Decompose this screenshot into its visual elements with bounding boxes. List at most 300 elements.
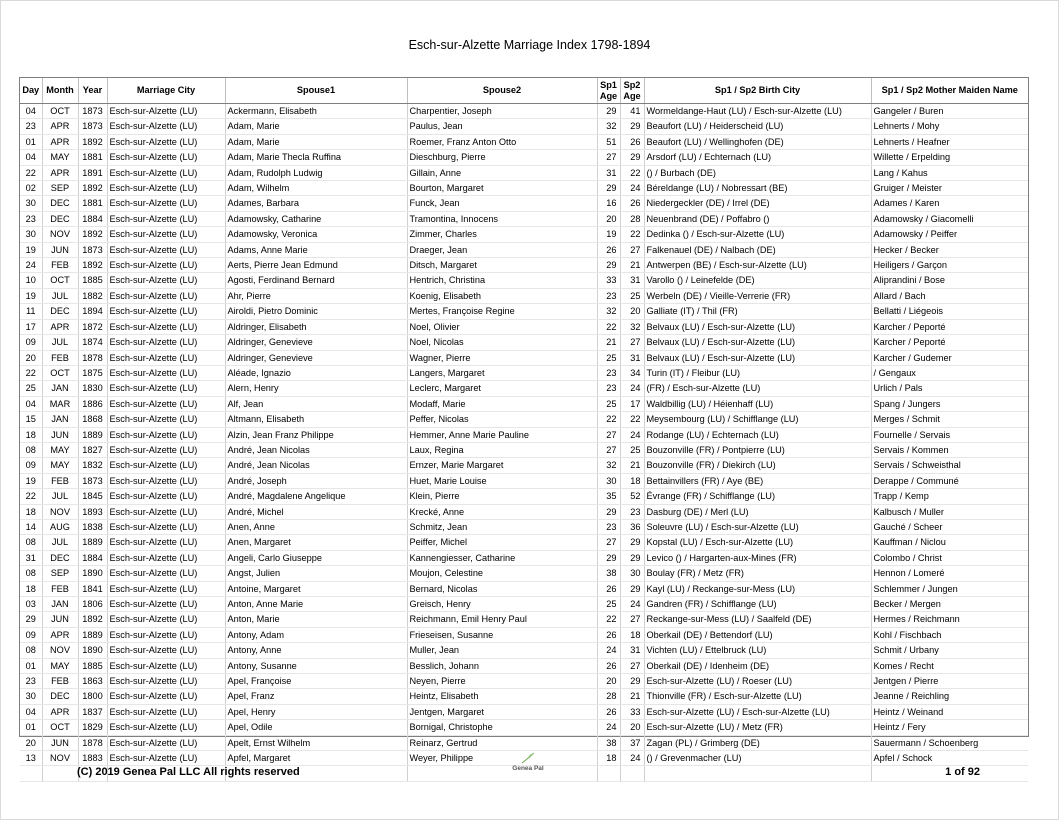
cell-birth-city: Gandren (FR) / Schifflange (LU)	[644, 597, 871, 612]
cell-sp1-age: 23	[597, 381, 620, 396]
cell-spouse1: Aldringer, Genevieve	[225, 350, 407, 365]
cell-month: APR	[42, 319, 78, 334]
cell-spouse1: Anton, Anne Marie	[225, 597, 407, 612]
cell-sp2-age: 29	[620, 535, 644, 550]
cell-spouse1: Adam, Rudolph Ludwig	[225, 165, 407, 180]
cell-day: 20	[20, 350, 42, 365]
cell-marriage-city: Esch-sur-Alzette (LU)	[107, 612, 225, 627]
cell-month: JUL	[42, 489, 78, 504]
cell-sp2-age: 22	[620, 412, 644, 427]
table-row	[20, 489, 1028, 504]
cell-birth-city: Arsdorf (LU) / Echternach (LU)	[644, 150, 871, 165]
table-row	[20, 535, 1028, 550]
cell-spouse1: Antony, Adam	[225, 627, 407, 642]
cell-year: 1890	[78, 643, 107, 658]
cell-sp1-age: 32	[597, 304, 620, 319]
cell-spouse1: Adamowsky, Veronica	[225, 227, 407, 242]
genea-pal-logo	[508, 752, 548, 772]
cell-day: 01	[20, 658, 42, 673]
col-header-spouse1: Spouse1	[225, 78, 407, 104]
cell-spouse2: Tramontina, Innocens	[407, 211, 597, 226]
cell-mother-maiden-name: Fournelle / Servais	[871, 427, 1028, 442]
cell-month: JUL	[42, 535, 78, 550]
cell-spouse2: Klein, Pierre	[407, 489, 597, 504]
cell-birth-city: Belvaux (LU) / Esch-sur-Alzette (LU)	[644, 335, 871, 350]
cell-spouse1: Adam, Wilhelm	[225, 181, 407, 196]
cell-marriage-city: Esch-sur-Alzette (LU)	[107, 720, 225, 735]
cell-mother-maiden-name: Bellatti / Liégeois	[871, 304, 1028, 319]
page-number: 1 of 92	[945, 766, 980, 778]
cell-sp1-age: 29	[597, 550, 620, 565]
cell-day: 22	[20, 165, 42, 180]
cell-birth-city: Reckange-sur-Mess (LU) / Saalfeld (DE)	[644, 612, 871, 627]
table-row	[20, 181, 1028, 196]
cell-marriage-city: Esch-sur-Alzette (LU)	[107, 458, 225, 473]
cell-month: MAY	[42, 458, 78, 473]
cell-mother-maiden-name: Lang / Kahus	[871, 165, 1028, 180]
cell-day: 30	[20, 227, 42, 242]
cell-mother-maiden-name: Urlich / Pals	[871, 381, 1028, 396]
cell-day: 25	[20, 381, 42, 396]
cell-sp2-age: 20	[620, 720, 644, 735]
cell-year: 1889	[78, 627, 107, 642]
cell-mother-maiden-name: Lehnerts / Mohy	[871, 119, 1028, 134]
cell-sp1-age: 30	[597, 473, 620, 488]
cell-month: AUG	[42, 519, 78, 534]
cell-spouse2: Besslich, Johann	[407, 658, 597, 673]
cell-day: 04	[20, 150, 42, 165]
cell-marriage-city: Esch-sur-Alzette (LU)	[107, 319, 225, 334]
cell-year: 1873	[78, 119, 107, 134]
cell-sp2-age: 23	[620, 504, 644, 519]
cell-marriage-city: Esch-sur-Alzette (LU)	[107, 473, 225, 488]
cell-year: 1883	[78, 751, 107, 766]
cell-sp1-age: 26	[597, 581, 620, 596]
cell-month: JAN	[42, 412, 78, 427]
cell-spouse1: Airoldi, Pietro Dominic	[225, 304, 407, 319]
cell-month: MAY	[42, 150, 78, 165]
cell-spouse2: Ernzer, Marie Margaret	[407, 458, 597, 473]
cell-sp1-age: 26	[597, 658, 620, 673]
cell-sp2-age: 27	[620, 658, 644, 673]
cell-spouse2: Reichmann, Emil Henry Paul	[407, 612, 597, 627]
cell-year: 1841	[78, 581, 107, 596]
table-row	[20, 288, 1028, 303]
cell-day: 18	[20, 581, 42, 596]
cell-year: 1875	[78, 365, 107, 380]
cell-birth-city: Kopstal (LU) / Esch-sur-Alzette (LU)	[644, 535, 871, 550]
cell-sp1-age: 22	[597, 319, 620, 334]
cell-day: 30	[20, 689, 42, 704]
cell-sp1-age: 51	[597, 134, 620, 149]
cell-sp1-age: 21	[597, 335, 620, 350]
cell-birth-city: () / Grevenmacher (LU)	[644, 751, 871, 766]
cell-spouse2: Greisch, Henry	[407, 597, 597, 612]
cell-mother-maiden-name: Adamowsky / Giacomelli	[871, 211, 1028, 226]
cell-marriage-city: Esch-sur-Alzette (LU)	[107, 350, 225, 365]
cell-marriage-city: Esch-sur-Alzette (LU)	[107, 258, 225, 273]
cell-year: 1832	[78, 458, 107, 473]
cell-month: DEC	[42, 550, 78, 565]
cell-spouse2: Langers, Margaret	[407, 365, 597, 380]
cell-marriage-city: Esch-sur-Alzette (LU)	[107, 535, 225, 550]
cell-sp1-age: 20	[597, 674, 620, 689]
cell-sp2-age: 21	[620, 689, 644, 704]
cell-spouse2: Weyer, Philippe	[407, 751, 597, 766]
cell-month: APR	[42, 119, 78, 134]
cell-mother-maiden-name: Hermes / Reichmann	[871, 612, 1028, 627]
table-row	[20, 612, 1028, 627]
cell-spouse2: Wagner, Pierre	[407, 350, 597, 365]
cell-mother-maiden-name: Komes / Recht	[871, 658, 1028, 673]
cell-mother-maiden-name: Servais / Schweisthal	[871, 458, 1028, 473]
cell-day: 19	[20, 473, 42, 488]
cell-marriage-city: Esch-sur-Alzette (LU)	[107, 396, 225, 411]
cell-day: 30	[20, 196, 42, 211]
cell-day: 29	[20, 612, 42, 627]
cell-year: 1889	[78, 535, 107, 550]
cell-month: JUN	[42, 735, 78, 750]
cell-birth-city: Thionville (FR) / Esch-sur-Alzette (LU)	[644, 689, 871, 704]
table-header-row	[20, 78, 1028, 104]
cell-birth-city: Niedergeckler (DE) / Irrel (DE)	[644, 196, 871, 211]
cell-sp2-age: 22	[620, 165, 644, 180]
cell-birth-city: Dedinka () / Esch-sur-Alzette (LU)	[644, 227, 871, 242]
cell-sp1-age: 23	[597, 365, 620, 380]
cell-sp1-age: 18	[597, 751, 620, 766]
cell-sp2-age: 34	[620, 365, 644, 380]
cell-day: 04	[20, 396, 42, 411]
cell-mother-maiden-name: Heintz / Weinand	[871, 704, 1028, 719]
cell-marriage-city: Esch-sur-Alzette (LU)	[107, 412, 225, 427]
cell-mother-maiden-name: Heiligers / Garçon	[871, 258, 1028, 273]
cell-spouse1: Anen, Margaret	[225, 535, 407, 550]
cell-sp2-age: 52	[620, 489, 644, 504]
cell-sp1-age: 38	[597, 735, 620, 750]
cell-birth-city: Rodange (LU) / Echternach (LU)	[644, 427, 871, 442]
page-title: Esch-sur-Alzette Marriage Index 1798-1894	[408, 38, 651, 52]
cell-birth-city: Béreldange (LU) / Nobressart (BE)	[644, 181, 871, 196]
cell-sp1-age: 33	[597, 273, 620, 288]
cell-sp1-age: 31	[597, 165, 620, 180]
cell-day: 24	[20, 258, 42, 273]
table-row	[20, 412, 1028, 427]
cell-month: SEP	[42, 566, 78, 581]
cell-spouse2: Draeger, Jean	[407, 242, 597, 257]
cell-mother-maiden-name: Merges / Schmit	[871, 412, 1028, 427]
cell-marriage-city: Esch-sur-Alzette (LU)	[107, 427, 225, 442]
cell-birth-city: Bouzonville (FR) / Diekirch (LU)	[644, 458, 871, 473]
table-row	[20, 442, 1028, 457]
table-row	[20, 196, 1028, 211]
cell-day: 02	[20, 181, 42, 196]
cell-spouse2: Kannengiesser, Catharine	[407, 550, 597, 565]
cell-month: JUL	[42, 335, 78, 350]
cell-day: 09	[20, 458, 42, 473]
cell-birth-city: Waldbillig (LU) / Héienhaff (LU)	[644, 396, 871, 411]
cell-sp1-age: 27	[597, 427, 620, 442]
table-row	[20, 365, 1028, 380]
cell-birth-city: Évrange (FR) / Schifflange (LU)	[644, 489, 871, 504]
cell-mother-maiden-name: Kalbusch / Muller	[871, 504, 1028, 519]
cell-sp2-age: 27	[620, 242, 644, 257]
cell-spouse1: Ackermann, Elisabeth	[225, 104, 407, 119]
cell-birth-city: Beaufort (LU) / Heiderscheid (LU)	[644, 119, 871, 134]
table-row	[20, 350, 1028, 365]
cell-sp2-age: 27	[620, 612, 644, 627]
cell-mother-maiden-name: Kauffman / Niclou	[871, 535, 1028, 550]
cell-spouse1: Antony, Anne	[225, 643, 407, 658]
cell-month: FEB	[42, 258, 78, 273]
cell-marriage-city: Esch-sur-Alzette (LU)	[107, 674, 225, 689]
cell-month: FEB	[42, 473, 78, 488]
cell-year: 1827	[78, 442, 107, 457]
cell-year: 1893	[78, 504, 107, 519]
cell-spouse1: André, Joseph	[225, 473, 407, 488]
table-row	[20, 165, 1028, 180]
cell-sp1-age: 25	[597, 597, 620, 612]
cell-month: NOV	[42, 227, 78, 242]
table-row	[20, 643, 1028, 658]
cell-sp1-age: 16	[597, 196, 620, 211]
cell-year: 1881	[78, 150, 107, 165]
table-row	[20, 150, 1028, 165]
cell-marriage-city: Esch-sur-Alzette (LU)	[107, 150, 225, 165]
cell-day: 18	[20, 427, 42, 442]
cell-day: 10	[20, 273, 42, 288]
cell-sp2-age: 31	[620, 273, 644, 288]
cell-sp2-age: 36	[620, 519, 644, 534]
cell-birth-city: Bouzonville (FR) / Pontpierre (LU)	[644, 442, 871, 457]
cell-spouse1: Antony, Susanne	[225, 658, 407, 673]
table-row	[20, 627, 1028, 642]
cell-spouse2: Mertes, Françoise Regine	[407, 304, 597, 319]
col-header-month: Month	[42, 78, 78, 104]
cell-marriage-city: Esch-sur-Alzette (LU)	[107, 365, 225, 380]
cell-spouse2: Leclerc, Margaret	[407, 381, 597, 396]
cell-year: 1892	[78, 134, 107, 149]
cell-month: OCT	[42, 273, 78, 288]
cell-day: 22	[20, 365, 42, 380]
cell-birth-city: Antwerpen (BE) / Esch-sur-Alzette (LU)	[644, 258, 871, 273]
cell-mother-maiden-name: Spang / Jungers	[871, 396, 1028, 411]
cell-birth-city: Levico () / Hargarten-aux-Mines (FR)	[644, 550, 871, 565]
cell-sp2-age: 29	[620, 581, 644, 596]
cell-month: MAR	[42, 396, 78, 411]
cell-spouse1: Anton, Marie	[225, 612, 407, 627]
cell-spouse2: Peffer, Nicolas	[407, 412, 597, 427]
cell-spouse2: Muller, Jean	[407, 643, 597, 658]
cell-spouse2: Noel, Nicolas	[407, 335, 597, 350]
table-row	[20, 566, 1028, 581]
table-row	[20, 689, 1028, 704]
cell-day: 19	[20, 288, 42, 303]
cell-day: 04	[20, 104, 42, 119]
cell-marriage-city: Esch-sur-Alzette (LU)	[107, 442, 225, 457]
cell-day: 23	[20, 119, 42, 134]
cell-month: DEC	[42, 196, 78, 211]
cell-spouse1: Aerts, Pierre Jean Edmund	[225, 258, 407, 273]
cell-month: OCT	[42, 365, 78, 380]
cell-birth-city: Meysembourg (LU) / Schifflange (LU)	[644, 412, 871, 427]
cell-spouse2: Gillain, Anne	[407, 165, 597, 180]
cell-mother-maiden-name: Gruiger / Meister	[871, 181, 1028, 196]
cell-spouse1: Adam, Marie	[225, 134, 407, 149]
cell-year: 1884	[78, 550, 107, 565]
cell-month: MAY	[42, 442, 78, 457]
cell-sp1-age: 29	[597, 258, 620, 273]
cell-sp2-age: 29	[620, 150, 644, 165]
logo-text: Genea Pal	[512, 765, 544, 772]
cell-sp1-age: 25	[597, 396, 620, 411]
cell-year: 1885	[78, 273, 107, 288]
cell-marriage-city: Esch-sur-Alzette (LU)	[107, 134, 225, 149]
cell-year: 1873	[78, 473, 107, 488]
cell-empty	[644, 766, 871, 781]
table-row	[20, 304, 1028, 319]
cell-spouse1: Antoine, Margaret	[225, 581, 407, 596]
cell-marriage-city: Esch-sur-Alzette (LU)	[107, 704, 225, 719]
cell-mother-maiden-name: Becker / Mergen	[871, 597, 1028, 612]
cell-empty	[597, 766, 620, 781]
cell-mother-maiden-name: Schlemmer / Jungen	[871, 581, 1028, 596]
cell-spouse2: Bourton, Margaret	[407, 181, 597, 196]
cell-year: 1894	[78, 304, 107, 319]
cell-marriage-city: Esch-sur-Alzette (LU)	[107, 597, 225, 612]
cell-day: 17	[20, 319, 42, 334]
cell-sp1-age: 28	[597, 689, 620, 704]
col-header-sp1-age: Sp1 Age	[597, 78, 620, 104]
cell-year: 1806	[78, 597, 107, 612]
table-row	[20, 519, 1028, 534]
cell-spouse2: Modaff, Marie	[407, 396, 597, 411]
cell-marriage-city: Esch-sur-Alzette (LU)	[107, 227, 225, 242]
cell-spouse1: Adams, Anne Marie	[225, 242, 407, 257]
cell-marriage-city: Esch-sur-Alzette (LU)	[107, 104, 225, 119]
cell-sp1-age: 19	[597, 227, 620, 242]
cell-day: 04	[20, 704, 42, 719]
cell-spouse1: Ahr, Pierre	[225, 288, 407, 303]
cell-month: JUN	[42, 242, 78, 257]
cell-month: APR	[42, 134, 78, 149]
cell-marriage-city: Esch-sur-Alzette (LU)	[107, 489, 225, 504]
cell-marriage-city: Esch-sur-Alzette (LU)	[107, 689, 225, 704]
cell-month: OCT	[42, 104, 78, 119]
cell-sp2-age: 17	[620, 396, 644, 411]
cell-sp2-age: 26	[620, 196, 644, 211]
cell-mother-maiden-name: Adamowsky / Peiffer	[871, 227, 1028, 242]
cell-year: 1838	[78, 519, 107, 534]
cell-sp2-age: 25	[620, 442, 644, 457]
cell-sp1-age: 24	[597, 643, 620, 658]
cell-spouse2: Neyen, Pierre	[407, 674, 597, 689]
cell-spouse1: Alzin, Jean Franz Philippe	[225, 427, 407, 442]
cell-spouse1: Alf, Jean	[225, 396, 407, 411]
cell-year: 1889	[78, 427, 107, 442]
table-row	[20, 658, 1028, 673]
cell-month: FEB	[42, 350, 78, 365]
cell-birth-city: Wormeldange-Haut (LU) / Esch-sur-Alzette (LU)	[644, 104, 871, 119]
cell-marriage-city: Esch-sur-Alzette (LU)	[107, 658, 225, 673]
cell-spouse2: Dieschburg, Pierre	[407, 150, 597, 165]
cell-spouse2: Charpentier, Joseph	[407, 104, 597, 119]
cell-sp2-age: 37	[620, 735, 644, 750]
cell-mother-maiden-name: Heintz / Fery	[871, 720, 1028, 735]
cell-month: OCT	[42, 720, 78, 735]
cell-month: SEP	[42, 181, 78, 196]
cell-sp1-age: 27	[597, 442, 620, 457]
cell-birth-city: Dasburg (DE) / Merl (LU)	[644, 504, 871, 519]
cell-mother-maiden-name: Schmit / Urbany	[871, 643, 1028, 658]
cell-marriage-city: Esch-sur-Alzette (LU)	[107, 381, 225, 396]
cell-sp1-age: 27	[597, 535, 620, 550]
cell-mother-maiden-name: Gangeler / Buren	[871, 104, 1028, 119]
col-header-day: Day	[20, 78, 42, 104]
cell-spouse1: Apfel, Margaret	[225, 751, 407, 766]
cell-sp1-age: 26	[597, 627, 620, 642]
table-row	[20, 550, 1028, 565]
cell-sp2-age: 32	[620, 319, 644, 334]
cell-spouse2: Laux, Regina	[407, 442, 597, 457]
cell-month: JUN	[42, 427, 78, 442]
cell-mother-maiden-name: Apfel / Schock	[871, 751, 1028, 766]
cell-mother-maiden-name: Hecker / Becker	[871, 242, 1028, 257]
table-row	[20, 504, 1028, 519]
cell-sp2-age: 24	[620, 381, 644, 396]
cell-day: 01	[20, 134, 42, 149]
cell-sp2-age: 31	[620, 643, 644, 658]
cell-year: 1885	[78, 658, 107, 673]
cell-sp1-age: 26	[597, 242, 620, 257]
cell-month: DEC	[42, 689, 78, 704]
cell-spouse2: Peiffer, Michel	[407, 535, 597, 550]
cell-sp2-age: 28	[620, 211, 644, 226]
col-header-spouse2: Spouse2	[407, 78, 597, 104]
cell-mother-maiden-name: Hennon / Lomeré	[871, 566, 1028, 581]
cell-birth-city: Zagan (PL) / Grimberg (DE)	[644, 735, 871, 750]
cell-spouse1: André, Jean Nicolas	[225, 442, 407, 457]
cell-year: 1829	[78, 720, 107, 735]
cell-spouse1: André, Jean Nicolas	[225, 458, 407, 473]
cell-spouse2: Koenig, Elisabeth	[407, 288, 597, 303]
table-row	[20, 227, 1028, 242]
cell-spouse1: Adamowsky, Catharine	[225, 211, 407, 226]
cell-month: NOV	[42, 643, 78, 658]
cell-mother-maiden-name: Willette / Erpelding	[871, 150, 1028, 165]
cell-sp2-age: 29	[620, 550, 644, 565]
cell-mother-maiden-name: Aliprandini / Bose	[871, 273, 1028, 288]
cell-sp2-age: 33	[620, 704, 644, 719]
table-row	[20, 104, 1028, 119]
cell-month: NOV	[42, 504, 78, 519]
col-header-sp2-age: Sp2 Age	[620, 78, 644, 104]
cell-marriage-city: Esch-sur-Alzette (LU)	[107, 196, 225, 211]
cell-spouse1: Adames, Barbara	[225, 196, 407, 211]
cell-day: 20	[20, 735, 42, 750]
cell-month: NOV	[42, 751, 78, 766]
cell-spouse2: Moujon, Celestine	[407, 566, 597, 581]
table-row	[20, 211, 1028, 226]
cell-sp2-age: 27	[620, 335, 644, 350]
cell-month: FEB	[42, 581, 78, 596]
cell-sp2-age: 41	[620, 104, 644, 119]
cell-sp1-age: 32	[597, 458, 620, 473]
table-row	[20, 473, 1028, 488]
cell-mother-maiden-name: Sauermann / Schoenberg	[871, 735, 1028, 750]
cell-day: 08	[20, 535, 42, 550]
cell-spouse1: André, Magdalene Angelique	[225, 489, 407, 504]
cell-spouse2: Hentrich, Christina	[407, 273, 597, 288]
